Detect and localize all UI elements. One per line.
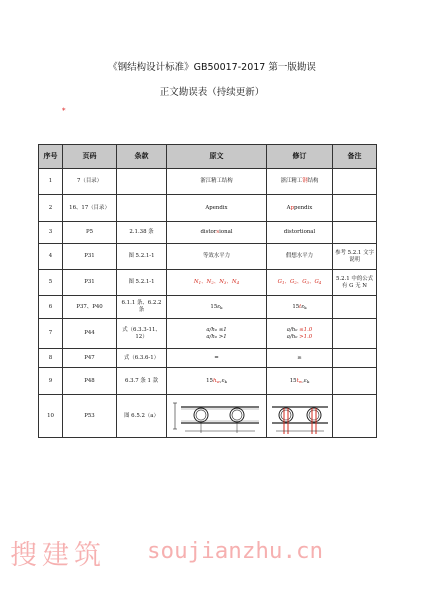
original-error: h	[212, 377, 217, 384]
document-subtitle: 正文勘误表（持续更新）	[159, 87, 265, 98]
cell-original: $N_1$、$N_2$、$N_3$、$N_4$	[167, 270, 267, 296]
cell-revision: $G_1$、$G_2$、$G_3$、$G_4$	[267, 270, 333, 296]
cell-original	[167, 319, 267, 349]
cell-page: P37、P40	[63, 296, 117, 319]
header-original: 原文	[167, 145, 267, 169]
cell-no: 2	[39, 195, 63, 222]
cell-note: 5.2.1 中的公式有 G 无 N	[333, 270, 377, 296]
cell-revision	[267, 395, 333, 438]
cell-clause: 6.1.1 条、6.2.2 条	[117, 296, 167, 319]
cell-note	[333, 319, 377, 349]
cell-note	[333, 296, 377, 319]
watermark-cn: 搜建筑	[10, 540, 106, 571]
original-symbol: ε	[221, 377, 225, 384]
cell-no: 8	[39, 349, 63, 368]
revision-symbol: G	[302, 279, 307, 285]
cell-original: =	[167, 349, 267, 368]
original-symbol: N	[231, 279, 237, 285]
cell-no: 1	[39, 169, 63, 195]
revision-sub: 2	[294, 280, 297, 285]
original-sub: k	[224, 378, 227, 384]
original-symbol: N	[219, 279, 224, 285]
table-row	[39, 244, 377, 270]
errata-table	[38, 144, 377, 438]
revision-symbol: G	[289, 279, 295, 285]
header-note: 备注	[333, 145, 377, 169]
cell-clause: 6.3.7 条 1 款	[117, 368, 167, 395]
cell-revision	[267, 319, 333, 349]
revision-coef: 15	[292, 303, 300, 310]
revision-sub: 3	[306, 280, 310, 285]
cell-revision: distortional	[267, 222, 333, 244]
cell-original: Apendix	[167, 195, 267, 222]
table-row	[39, 319, 377, 349]
red-marker: *	[62, 107, 66, 115]
cell-original	[167, 222, 267, 244]
cell-original: 浙江精工结构	[167, 169, 267, 195]
cell-no: 6	[39, 296, 63, 319]
table-header-row	[39, 145, 377, 169]
cell-page: P53	[63, 395, 117, 438]
section-diagram-revision	[270, 397, 330, 435]
revision-sub: w	[298, 378, 303, 384]
cell-no: 4	[39, 244, 63, 270]
revision-text: a/h₀	[286, 333, 300, 340]
header-page: 页码	[63, 145, 117, 169]
cell-page: P48	[63, 368, 117, 395]
revision-correction: p	[290, 204, 295, 211]
revision-sub: k	[304, 304, 307, 310]
original-sub: 2	[211, 280, 214, 285]
cell-page: P5	[63, 222, 117, 244]
cell-revision	[267, 195, 333, 222]
original-coef: 15	[210, 303, 218, 310]
cell-revision: $15t_w,\varepsilon_k$	[267, 368, 333, 395]
cell-original: $15h_w,\varepsilon_k$	[167, 368, 267, 395]
cell-clause: 式（6.3.3-11、12）	[117, 319, 167, 349]
watermark-url: soujianzhu.cn	[147, 538, 324, 564]
cell-clause: 图 5.2.1-1	[117, 270, 167, 296]
revision-sub: 1	[281, 280, 285, 285]
original-line: a/h₀ >1	[206, 333, 227, 340]
header-clause: 条款	[117, 145, 167, 169]
cell-no: 9	[39, 368, 63, 395]
header-no: 序号	[39, 145, 63, 169]
cell-page: P31	[63, 244, 117, 270]
cell-note: 参考 5.2.1 文字说明	[333, 244, 377, 270]
cell-note	[333, 169, 377, 195]
header-revision: 修订	[267, 145, 333, 169]
cell-original	[167, 296, 267, 319]
table-row	[39, 296, 377, 319]
revision-symbol: ε	[303, 377, 307, 384]
original-sub: w	[216, 378, 220, 384]
cell-clause: 图 5.2.1-1	[117, 244, 167, 270]
original-text: distor	[200, 229, 217, 235]
cell-revision	[267, 169, 333, 195]
cell-note	[333, 395, 377, 438]
revision-text: 浙江精工	[280, 178, 303, 184]
cell-page: P44	[63, 319, 117, 349]
revision-correction: t	[299, 303, 302, 310]
section-diagram-original	[171, 397, 263, 435]
original-sub: 3	[223, 280, 227, 285]
revision-text: 结构	[307, 178, 319, 184]
cell-revision: ≥	[267, 349, 333, 368]
table-row	[39, 222, 377, 244]
original-text: ional	[219, 229, 233, 235]
cell-note	[333, 349, 377, 368]
original-sub: k	[220, 304, 223, 310]
original-error: s	[216, 229, 220, 235]
cell-note	[333, 368, 377, 395]
cell-clause: 式（6.3.6-1）	[117, 349, 167, 368]
cell-page: P31	[63, 270, 117, 296]
revision-text: a/h₀	[286, 326, 300, 333]
cell-page: P47	[63, 349, 117, 368]
cell-revision	[267, 296, 333, 319]
cell-revision: 假想水平力	[267, 244, 333, 270]
watermark	[0, 530, 424, 570]
revision-sub: 4	[318, 280, 322, 285]
table-row	[39, 270, 377, 296]
revision-text: pendix	[294, 204, 313, 211]
revision-correction: t	[296, 377, 299, 384]
cell-clause	[117, 169, 167, 195]
original-line: a/h₀ ≤1	[206, 326, 227, 333]
original-sub: 1	[198, 280, 202, 285]
cell-page: 7（目录）	[63, 169, 117, 195]
original-symbol: ε	[217, 303, 221, 310]
revision-sub: k	[306, 378, 310, 384]
cell-note	[333, 222, 377, 244]
document-title: 《钢结构设计标准》GB50017-2017 第一版勘误	[108, 62, 316, 73]
cell-original: 等效水平力	[167, 244, 267, 270]
cell-no: 5	[39, 270, 63, 296]
table-row	[39, 368, 377, 395]
cell-original	[167, 395, 267, 438]
original-sub: 4	[236, 280, 240, 285]
cell-no: 7	[39, 319, 63, 349]
cell-clause	[117, 195, 167, 222]
revision-symbol: G	[277, 279, 282, 285]
cell-clause: 图 6.5.2（a）	[117, 395, 167, 438]
table-row	[39, 395, 377, 438]
table-row	[39, 195, 377, 222]
cell-page: 16、17（目录）	[63, 195, 117, 222]
cell-no: 3	[39, 222, 63, 244]
revision-symbol: G	[314, 279, 319, 285]
revision-correction: >1.0	[299, 333, 313, 340]
revision-symbol: ε	[301, 303, 305, 310]
original-symbol: N	[206, 279, 212, 285]
revision-correction: ≤1.0	[299, 326, 313, 333]
cell-clause: 2.1.38 条	[117, 222, 167, 244]
cell-no: 10	[39, 395, 63, 438]
table-row	[39, 349, 377, 368]
cell-note	[333, 195, 377, 222]
table-row	[39, 169, 377, 195]
original-coef: 15	[206, 377, 213, 384]
original-symbol: N	[193, 279, 199, 285]
revision-correction: 钢	[302, 178, 308, 184]
revision-coef: 15	[289, 377, 297, 384]
revision-text: A	[286, 204, 291, 211]
